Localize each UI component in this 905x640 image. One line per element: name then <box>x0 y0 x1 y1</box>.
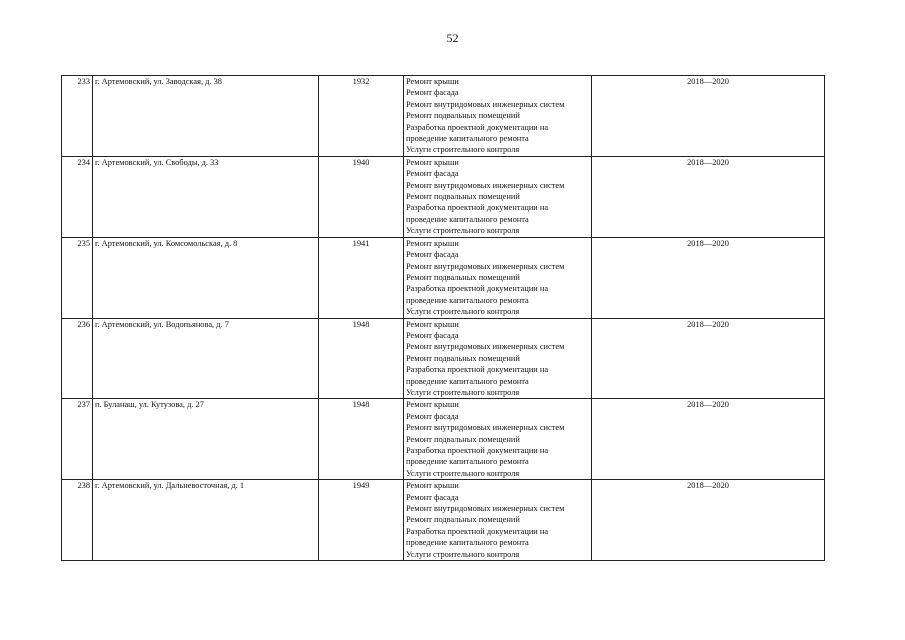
buildings-table <box>61 75 825 561</box>
repair-work-item: Ремонт внутридомовых инженерных систем <box>406 423 565 433</box>
table-row <box>62 76 825 157</box>
table-row <box>62 399 825 480</box>
repair-work-item: Ремонт внутридомовых инженерных систем <box>406 261 565 271</box>
repair-period: 2018—2020 <box>592 399 825 480</box>
repair-work-item: Услуги строительного контроля <box>406 387 520 397</box>
repair-works-list <box>404 237 592 318</box>
building-address: п. Буланаш, ул. Кутузова, д. 27 <box>93 399 319 480</box>
repair-work-item: Ремонт внутридомовых инженерных систем <box>406 342 565 352</box>
repair-work-item: Ремонт подвальных помещений <box>406 192 520 202</box>
repair-work-item: Ремонт фасада <box>406 88 459 98</box>
building-address: г. Артемовский, ул. Свободы, д. 33 <box>93 156 319 237</box>
repair-work-item: Ремонт внутридомовых инженерных систем <box>406 504 565 514</box>
row-number: 237 <box>62 399 93 480</box>
row-number: 234 <box>62 156 93 237</box>
repair-works-list <box>404 76 592 157</box>
repair-work-item: Ремонт крыши <box>406 319 459 329</box>
repair-work-item: Разработка проектной документации на <box>406 526 549 536</box>
repair-work-item: Разработка проектной документации на <box>406 122 549 132</box>
repair-work-item: Разработка проектной документации на <box>406 446 549 455</box>
repair-work-item: Ремонт фасада <box>406 169 459 179</box>
repair-work-item: проведение капитального ремонта <box>406 214 529 224</box>
row-number: 238 <box>62 480 93 561</box>
construction-year: 1948 <box>319 318 404 399</box>
row-number: 236 <box>62 318 93 399</box>
repair-work-item: Ремонт подвальных помещений <box>406 434 520 444</box>
repair-work-item: Ремонт крыши <box>406 400 459 410</box>
repair-work-item: Ремонт фасада <box>406 492 459 502</box>
repair-work-item: проведение капитального ремонта <box>406 538 529 548</box>
repair-work-item: Разработка проектной документации на <box>406 365 549 375</box>
repair-work-item: Ремонт подвальных помещений <box>406 353 520 363</box>
table-row <box>62 318 825 399</box>
repair-period: 2018—2020 <box>592 480 825 561</box>
table-row <box>62 237 825 318</box>
repair-works-list <box>404 156 592 237</box>
repair-works-list <box>404 399 592 480</box>
repair-work-item: Ремонт фасада <box>406 411 459 421</box>
row-number: 235 <box>62 237 93 318</box>
table-row <box>62 480 825 561</box>
repair-period: 2018—2020 <box>592 318 825 399</box>
construction-year: 1949 <box>319 480 404 561</box>
repair-work-item: Ремонт внутридомовых инженерных систем <box>406 180 565 190</box>
building-address: г. Артемовский, ул. Водопьянова, д. 7 <box>93 318 319 399</box>
repair-work-item: Ремонт подвальных помещений <box>406 515 520 525</box>
repair-work-item: проведение капитального ремонта <box>406 457 529 467</box>
repair-work-item: Ремонт крыши <box>406 481 459 491</box>
repair-work-item: Услуги строительного контроля <box>406 549 520 559</box>
building-address: г. Артемовский, ул. Дальневосточная, д. 1 <box>93 480 319 561</box>
repair-work-item: Услуги строительного контроля <box>406 226 520 236</box>
construction-year: 1948 <box>319 399 404 480</box>
repair-works-list <box>404 318 592 399</box>
construction-year: 1932 <box>319 76 404 157</box>
repair-work-item: проведение капитального ремонта <box>406 134 529 144</box>
building-address: г. Артемовский, ул. Комсомольская, д. 8 <box>93 237 319 318</box>
repair-work-item: Ремонт подвальных помещений <box>406 272 520 282</box>
table-row <box>62 156 825 237</box>
repair-work-item: проведение капитального ремонта <box>406 295 529 305</box>
repair-work-item: Услуги строительного контроля <box>406 468 520 478</box>
row-number: 233 <box>62 76 93 157</box>
repair-work-item: Ремонт фасада <box>406 250 459 260</box>
repair-work-item: Ремонт крыши <box>406 157 459 167</box>
page-number: 52 <box>446 31 459 45</box>
repair-work-item: Услуги строительного контроля <box>406 307 520 317</box>
repair-work-item: Разработка проектной документации на <box>406 203 549 213</box>
repair-work-item: Разработка проектной документации на <box>406 284 549 294</box>
building-address: г. Артемовский, ул. Заводская, д. 38 <box>93 76 319 157</box>
repair-works-list <box>404 480 592 561</box>
repair-work-item: проведение капитального ремонта <box>406 376 529 386</box>
repair-work-item: Услуги строительного контроля <box>406 145 520 155</box>
repair-work-item: Ремонт крыши <box>406 77 459 86</box>
table-body <box>62 76 825 561</box>
repair-period: 2018—2020 <box>592 156 825 237</box>
repair-period: 2018—2020 <box>592 237 825 318</box>
construction-year: 1940 <box>319 156 404 237</box>
repair-work-item: Ремонт фасада <box>406 330 459 340</box>
repair-work-item: Ремонт внутридомовых инженерных систем <box>406 99 565 109</box>
repair-period: 2018—2020 <box>592 76 825 157</box>
repair-work-item: Ремонт крыши <box>406 238 459 248</box>
repair-work-item: Ремонт подвальных помещений <box>406 111 520 121</box>
construction-year: 1941 <box>319 237 404 318</box>
